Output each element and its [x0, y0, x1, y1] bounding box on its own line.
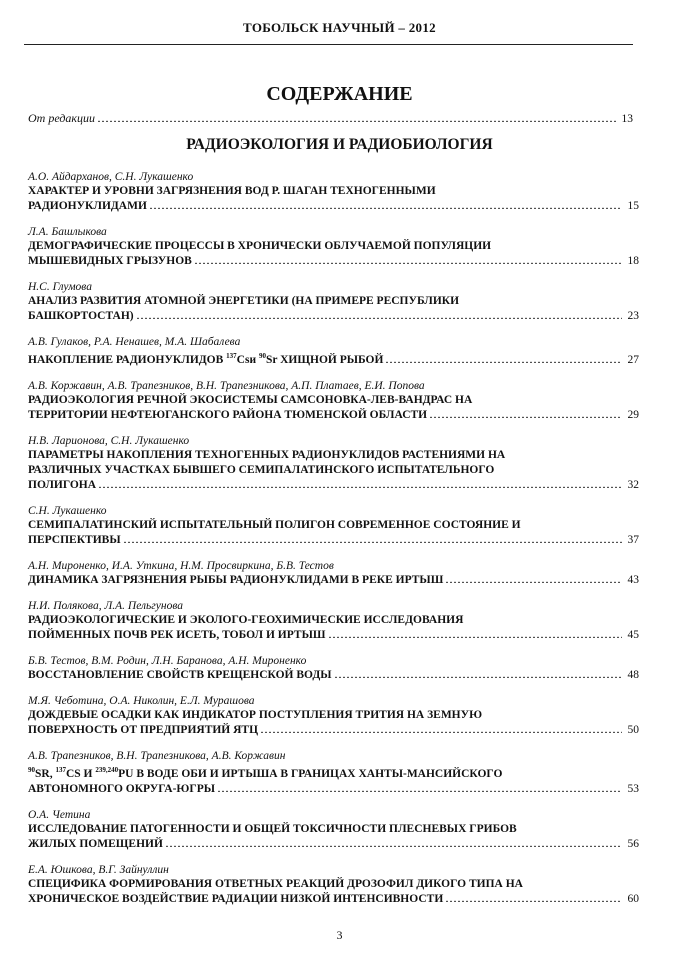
toc-entry-editorial[interactable]	[28, 111, 633, 126]
entry-authors: Б.В. Тестов, В.М. Родин, Л.Н. Баранова, А.Н. Мироненко	[28, 654, 307, 667]
entry-page-number: 48	[627, 668, 639, 681]
header-rule	[24, 44, 633, 45]
toc-entry[interactable]	[28, 694, 639, 738]
entry-title-text: ХРОНИЧЕСКОЕ ВОЗДЕЙСТВИЕ РАДИАЦИИ НИЗКОЙ ИНТЕНСИВНОСТИ	[28, 892, 444, 905]
entry-page-number: 29	[627, 408, 639, 421]
toc-entry[interactable]	[28, 335, 639, 368]
toc-entry[interactable]	[28, 863, 639, 907]
entry-title-line: РАДИОЭКОЛОГИЯ РЕЧНОЙ ЭКОСИСТЕМЫ САМСОНОВКА-ЛЕВ-ВАНДРАС НА	[28, 393, 473, 406]
dot-leader	[217, 783, 622, 792]
page-title: СОДЕРЖАНИЕ	[266, 83, 413, 105]
entry-title-line: ПАРАМЕТРЫ НАКОПЛЕНИЯ ТЕХНОГЕННЫХ РАДИОНУКЛИДОВ РАСТЕНИЯМИ НА	[28, 448, 506, 461]
entry-authors: Н.С. Глумова	[28, 281, 92, 293]
dot-leader	[149, 200, 622, 209]
entry-title-text: ПЕРСПЕКТИВЫ	[28, 533, 121, 546]
entry-title-last-line	[28, 837, 639, 852]
dot-leader	[194, 255, 622, 264]
entry-title-last-line	[28, 309, 639, 324]
entry-page-number: 37	[627, 533, 639, 546]
entry-title-line: ИССЛЕДОВАНИЕ ПАТОГЕННОСТИ И ОБЩЕЙ ТОКСИЧНОСТИ ПЛЕСНЕВЫХ ГРИБОВ	[28, 822, 517, 835]
entry-title-text: ТЕРРИТОРИИ НЕФТЕЮГАНСКОГО РАЙОНА ТЮМЕНСКОЙ ОБЛАСТИ	[28, 408, 428, 421]
toc-entry[interactable]	[28, 434, 639, 493]
isotope-mass: 90	[258, 352, 266, 360]
dot-leader	[328, 629, 623, 638]
toc-entry[interactable]	[28, 504, 639, 548]
title-text: CS И	[65, 767, 96, 780]
entry-title-line	[28, 763, 639, 782]
entry-authors: С.Н. Лукашенко	[28, 504, 107, 517]
isotope-mass: 90	[28, 765, 35, 774]
entry-title-line: ХАРАКТЕР И УРОВНИ ЗАГРЯЗНЕНИЯ ВОД Р. ШАГАН ТЕХНОГЕННЫМИ	[28, 185, 436, 197]
title-text: SR,	[35, 767, 56, 780]
entry-title-line: СЕМИПАЛАТИНСКИЙ ИСПЫТАТЕЛЬНЫЙ ПОЛИГОН СОВРЕМЕННОЕ СОСТОЯНИЕ И	[28, 518, 521, 531]
entry-title-last-line	[28, 573, 639, 588]
editorial-label: От редакции	[28, 111, 96, 125]
entry-page-number: 43	[627, 573, 639, 586]
dot-leader	[445, 574, 622, 583]
entry-title-last-line	[28, 349, 639, 368]
dot-leader	[136, 310, 622, 319]
entry-title-text: ПОЛИГОНА	[28, 478, 97, 491]
toc-list	[28, 170, 639, 918]
entry-title-last-line	[28, 628, 639, 643]
entry-title-line: СПЕЦИФИКА ФОРМИРОВАНИЯ ОТВЕТНЫХ РЕАКЦИЙ ДРОЗОФИЛ ДИКОГО ТИПА НА	[28, 877, 523, 890]
entry-page-number: 56	[627, 837, 639, 850]
entry-title-last-line	[28, 408, 639, 423]
entry-authors: А.В. Коржавин, А.В. Трапезников, В.Н. Трапезникова, А.П. Платаев, Е.И. Попова	[28, 379, 425, 392]
entry-authors: О.А. Четина	[28, 808, 91, 821]
entry-page-number: 23	[627, 310, 639, 322]
toc-entry[interactable]	[28, 225, 639, 269]
entry-title-text: МЫШЕВИДНЫХ ГРЫЗУНОВ	[28, 255, 192, 267]
entry-title-last-line	[28, 782, 639, 797]
dot-leader	[334, 669, 622, 678]
dot-leader	[385, 354, 622, 363]
dot-leader	[123, 534, 622, 543]
entry-authors: Н.В. Ларионова, С.Н. Лукашенко	[28, 434, 190, 447]
running-header: ТОБОЛЬСК НАУЧНЫЙ – 2012	[243, 20, 436, 35]
title-text: Sr ХИЩНОЙ РЫБОЙ	[265, 353, 384, 366]
entry-title-text	[28, 349, 383, 368]
entry-authors: А.В. Гулаков, Р.А. Ненашев, М.А. Шабалева	[28, 336, 241, 348]
entry-title-text: ПОЙМЕННЫХ ПОЧВ РЕК ИСЕТЬ, ТОБОЛ И ИРТЫШ	[28, 628, 326, 641]
toc-entry[interactable]	[28, 559, 639, 588]
entry-authors: Л.А. Башлыкова	[28, 226, 107, 238]
isotope-mass: 137	[55, 765, 66, 774]
entry-page-number: 60	[627, 892, 639, 905]
entry-title-last-line	[28, 199, 639, 214]
entry-authors: А.О. Айдарханов, С.Н. Лукашенко	[28, 171, 194, 183]
entry-title-text: БАШКОРТОСТАН)	[28, 310, 134, 322]
entry-title-last-line	[28, 668, 639, 683]
title-text: Csи	[236, 353, 259, 366]
entry-authors: М.Я. Чеботина, О.А. Николин, Е.Л. Мурашова	[28, 694, 255, 707]
entry-title-text: ЖИЛЫХ ПОМЕЩЕНИЙ	[28, 837, 163, 850]
entry-page-number: 27	[627, 353, 639, 366]
entry-page-number: 18	[627, 255, 639, 267]
toc-entry[interactable]	[28, 379, 639, 423]
entry-authors: А.В. Трапезников, В.Н. Трапезникова, А.В. Коржавин	[28, 749, 286, 762]
toc-entry[interactable]	[28, 654, 639, 683]
dot-leader	[98, 479, 622, 488]
dot-leader	[165, 838, 622, 847]
entry-page-number: 45	[627, 628, 639, 641]
toc-entry[interactable]	[28, 808, 639, 852]
entry-title-text: АВТОНОМНОГО ОКРУГА-ЮГРЫ	[28, 782, 216, 795]
entry-authors: Е.А. Юшкова, В.Г. Зайнуллин	[28, 863, 169, 876]
entry-title-last-line	[28, 478, 639, 493]
entry-authors: Н.И. Полякова, Л.А. Пельгунова	[28, 599, 183, 612]
editorial-page: 13	[621, 113, 633, 125]
entry-title-last-line	[28, 892, 639, 907]
toc-entry[interactable]	[28, 280, 639, 324]
entry-authors: А.Н. Мироненко, И.А. Уткина, Н.М. Просвиркина, Б.В. Тестов	[28, 559, 334, 572]
dot-leader	[445, 893, 622, 902]
dot-leader	[429, 409, 622, 418]
entry-title-line: РАДИОЭКОЛОГИЧЕСКИЕ И ЭКОЛОГО-ГЕОХИМИЧЕСКИЕ ИССЛЕДОВАНИЯ	[28, 613, 464, 626]
entry-title-last-line	[28, 533, 639, 548]
isotope-mass: 137	[226, 352, 237, 360]
dot-leader	[97, 113, 616, 122]
toc-entry[interactable]	[28, 749, 639, 797]
entry-title-text: ВОССТАНОВЛЕНИЕ СВОЙСТВ КРЕЩЕНСКОЙ ВОДЫ	[28, 668, 332, 681]
toc-entry[interactable]	[28, 599, 639, 643]
entry-title-line: АНАЛИЗ РАЗВИТИЯ АТОМНОЙ ЭНЕРГЕТИКИ (НА ПРИМЕРЕ РЕСПУБЛИКИ	[28, 295, 460, 307]
entry-title-line: РАЗЛИЧНЫХ УЧАСТКАХ БЫВШЕГО СЕМИПАЛАТИНСКОГО ИСПЫТАТЕЛЬНОГО	[28, 463, 495, 476]
entry-page-number: 53	[627, 782, 639, 795]
entry-page-number: 50	[627, 723, 639, 736]
toc-entry[interactable]	[28, 170, 639, 214]
section-heading: РАДИОЭКОЛОГИЯ И РАДИОБИОЛОГИЯ	[186, 136, 493, 153]
title-text: НАКОПЛЕНИЕ РАДИОНУКЛИДОВ	[28, 353, 227, 366]
title-text: PU В ВОДЕ ОБИ И ИРТЫША В ГРАНИЦАХ ХАНТЫ-МАНСИЙСКОГО	[118, 767, 503, 780]
entry-title-text: ДИНАМИКА ЗАГРЯЗНЕНИЯ РЫБЫ РАДИОНУКЛИДАМИ В РЕКЕ ИРТЫШ	[28, 573, 444, 586]
entry-page-number: 15	[627, 200, 639, 212]
entry-page-number: 32	[627, 478, 639, 491]
dot-leader	[260, 724, 622, 733]
page-number: 3	[336, 928, 343, 942]
entry-title-text: ПОВЕРХНОСТЬ ОТ ПРЕДПРИЯТИЙ ЯТЦ	[28, 723, 259, 736]
entry-title-last-line	[28, 723, 639, 738]
isotope-mass: 239,240	[95, 765, 119, 774]
entry-title-text: РАДИОНУКЛИДАМИ	[28, 200, 147, 212]
entry-title-line: ДОЖДЕВЫЕ ОСАДКИ КАК ИНДИКАТОР ПОСТУПЛЕНИЯ ТРИТИЯ НА ЗЕМНУЮ	[28, 708, 483, 721]
entry-title-last-line	[28, 254, 639, 269]
entry-title-line: ДЕМОГРАФИЧЕСКИЕ ПРОЦЕССЫ В ХРОНИЧЕСКИ ОБЛУЧАЕМОЙ ПОПУЛЯЦИИ	[28, 240, 492, 252]
